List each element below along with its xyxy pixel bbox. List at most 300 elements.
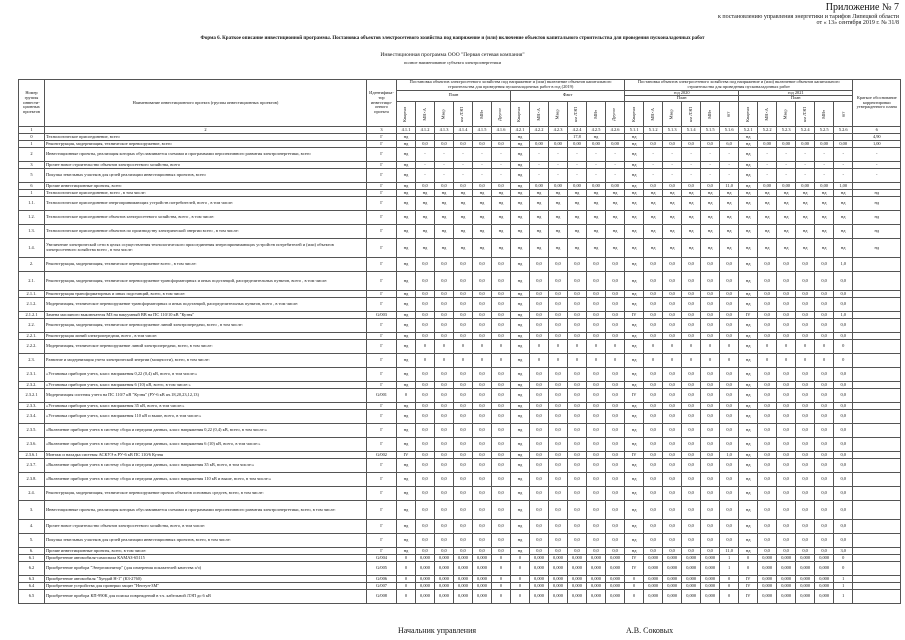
table-row — [19, 562, 901, 576]
row-value: 0,0 — [606, 473, 625, 487]
row-value: нд — [435, 197, 454, 211]
table-row — [19, 410, 901, 424]
row-value: нд — [397, 239, 416, 258]
row-value: 0,0 — [568, 501, 587, 520]
column-number: 4.1.2 — [416, 127, 435, 134]
row-value: 0,0 — [549, 312, 568, 319]
row-value: 0 — [416, 354, 435, 368]
row-value: 0,000 — [587, 590, 606, 604]
row-value: 0,0 — [663, 312, 682, 319]
row-value: 0,0 — [454, 501, 473, 520]
row-value: 0,0 — [549, 382, 568, 389]
row-value: нд — [530, 211, 549, 225]
row-value: 0,0 — [777, 291, 796, 298]
row-value: 0,0 — [492, 487, 511, 501]
row-value: нд — [739, 438, 758, 452]
row-value: 0,0 — [416, 183, 435, 190]
row-value: 0,0 — [435, 438, 454, 452]
row-value: нд — [587, 190, 606, 197]
row-value: нд — [720, 190, 739, 197]
row-value: 0,0 — [663, 452, 682, 459]
row-name: Реконструкция, модернизация, техническое перевооружение всего , в том числе: — [45, 258, 367, 272]
row-value: нд — [815, 211, 834, 225]
row-value: 0 — [397, 555, 416, 562]
row-value: нд — [511, 312, 530, 319]
row-value: 0,0 — [644, 382, 663, 389]
row-value: 0,0 — [587, 487, 606, 501]
row-value: 0,0 — [530, 389, 549, 403]
row-number: 1.4. — [19, 239, 45, 258]
row-value — [720, 134, 739, 141]
row-value: 0 — [511, 583, 530, 590]
table-row — [19, 333, 901, 340]
row-value: 0,0 — [701, 291, 720, 298]
row-value: 0,000 — [663, 576, 682, 583]
row-value: 0,00 — [834, 141, 853, 148]
row-number: 2.3.3. — [19, 403, 45, 410]
row-value: 0,0 — [492, 452, 511, 459]
row-value: нд — [663, 190, 682, 197]
row-number: 2.4. — [19, 487, 45, 501]
row-value: 0,0 — [549, 410, 568, 424]
column-number: 4.2.3 — [549, 127, 568, 134]
row-value: 0,00 — [587, 141, 606, 148]
row-value: 0,0 — [701, 368, 720, 382]
row-value: 1,00 — [853, 141, 901, 148]
row-value: 0,0 — [530, 403, 549, 410]
row-value: 0,0 — [777, 438, 796, 452]
row-value: - — [758, 148, 777, 162]
row-value: 0,0 — [454, 452, 473, 459]
sub-header-label: МВ×А — [535, 107, 541, 121]
row-value: 0 — [549, 340, 568, 354]
row-value: нд — [739, 340, 758, 354]
row-value — [853, 340, 901, 354]
row-value: 0,0 — [663, 520, 682, 534]
row-value: нд — [511, 239, 530, 258]
row-value: 0,000 — [549, 583, 568, 590]
row-value: нд — [416, 225, 435, 239]
table-row — [19, 169, 901, 183]
row-value: 0,0 — [663, 389, 682, 403]
row-value: 0,0 — [796, 534, 815, 548]
row-value: 0,0 — [549, 319, 568, 333]
row-value: 1,0 — [834, 312, 853, 319]
row-value: нд — [625, 258, 644, 272]
row-number: 1.2. — [19, 211, 45, 225]
row-value: 0,00 — [606, 183, 625, 190]
row-number: 2.3.1. — [19, 368, 45, 382]
row-value: нд — [853, 211, 901, 225]
row-value: 0,0 — [416, 389, 435, 403]
row-value: 0,0 — [435, 141, 454, 148]
row-value: 0,0 — [587, 438, 606, 452]
row-value: 0,0 — [416, 473, 435, 487]
row-value: нд — [511, 148, 530, 162]
row-value: - — [701, 162, 720, 169]
row-value: нд — [511, 134, 530, 141]
row-value: нд — [663, 225, 682, 239]
row-value: 0,0 — [568, 368, 587, 382]
row-value: нд — [397, 487, 416, 501]
row-id: Г — [367, 520, 397, 534]
column-number: 4.1.3 — [435, 127, 454, 134]
row-value: 0,0 — [416, 382, 435, 389]
table-row — [19, 272, 901, 291]
row-value: 0,0 — [663, 141, 682, 148]
column-number: 5.2.3 — [777, 127, 796, 134]
row-value: 0,0 — [568, 272, 587, 291]
appendix-line-2: к постановлению управления энергетики и тарифов Липецкой области — [718, 13, 899, 20]
row-value: 0,000 — [473, 590, 492, 604]
row-value: 0,0 — [758, 403, 777, 410]
row-value: 0,0 — [530, 452, 549, 459]
row-value: 0,0 — [454, 183, 473, 190]
row-value: 0,0 — [416, 410, 435, 424]
row-value: нд — [549, 197, 568, 211]
row-value: 0,0 — [416, 312, 435, 319]
row-value — [853, 333, 901, 340]
sub-header-label: шт — [725, 111, 731, 117]
table-row — [19, 382, 901, 389]
table-row — [19, 487, 901, 501]
row-value: 0,000 — [587, 583, 606, 590]
row-value: - — [454, 148, 473, 162]
row-value: 0,0 — [777, 501, 796, 520]
sub-header-plan2021-4 — [815, 102, 834, 127]
row-value: 0 — [492, 340, 511, 354]
row-value: 0,0 — [796, 333, 815, 340]
row-value: 0 — [454, 340, 473, 354]
program-subtitle: полное наименование субъекта электроэнергетики — [403, 60, 502, 65]
row-value: нд — [511, 403, 530, 410]
row-value: 0,0 — [587, 312, 606, 319]
row-value: 0,0 — [416, 459, 435, 473]
row-value: 0,0 — [796, 389, 815, 403]
row-value: нд — [511, 548, 530, 555]
row-value: 0,0 — [720, 258, 739, 272]
row-value: нд — [416, 197, 435, 211]
row-name: Монтаж и наладка системы АСКУЭ в РУ-6 кВ ПС 110/6 Кузня — [45, 452, 367, 459]
row-value: 0,00 — [796, 141, 815, 148]
sub-header-label: Мвар — [782, 108, 788, 120]
row-value — [853, 438, 901, 452]
row-value: 0 — [796, 340, 815, 354]
row-value: 0,0 — [473, 389, 492, 403]
row-value: нд — [758, 197, 777, 211]
row-value: IV — [739, 583, 758, 590]
row-value: 0,0 — [492, 520, 511, 534]
row-value: 0,0 — [796, 473, 815, 487]
row-value: - — [568, 148, 587, 162]
row-value: 0,000 — [568, 555, 587, 562]
row-value: 0,0 — [416, 272, 435, 291]
sub-header-plan-1 — [416, 102, 435, 127]
row-value: 0,000 — [549, 562, 568, 576]
row-value: 0,0 — [454, 424, 473, 438]
row-value: нд — [758, 239, 777, 258]
table-row — [19, 141, 901, 148]
row-value: 0,0 — [435, 459, 454, 473]
row-value: нд — [511, 501, 530, 520]
row-value: нд — [397, 473, 416, 487]
row-value: 1,0 — [720, 452, 739, 459]
row-name: Прочие инвестиционные проекты, всего — [45, 183, 367, 190]
row-value: 0,0 — [644, 459, 663, 473]
row-value: 0,0 — [777, 389, 796, 403]
row-value — [549, 134, 568, 141]
row-value: - — [701, 148, 720, 162]
row-value: 0,0 — [682, 452, 701, 459]
row-value: 0,0 — [720, 473, 739, 487]
row-value: 0 — [492, 562, 511, 576]
table-row — [19, 291, 901, 298]
row-value: IV — [739, 312, 758, 319]
row-value: 1,00 — [834, 183, 853, 190]
row-value — [834, 134, 853, 141]
row-value: нд — [834, 225, 853, 239]
row-value: 0,00 — [568, 141, 587, 148]
row-value: 0,0 — [796, 272, 815, 291]
column-number: 1 — [19, 127, 45, 134]
row-value: 0,000 — [663, 555, 682, 562]
row-value: 0,0 — [568, 312, 587, 319]
row-number: 0 — [19, 134, 45, 141]
row-value: 0,0 — [644, 389, 663, 403]
row-value: 0,0 — [587, 403, 606, 410]
row-number: 2.3.8. — [19, 473, 45, 487]
row-value: нд — [397, 134, 416, 141]
row-id: Г — [367, 197, 397, 211]
row-value: 0,0 — [758, 333, 777, 340]
row-name: Прочее новое строительство объектов электросетевого хозяйства, всего — [45, 162, 367, 169]
row-id: Г — [367, 438, 397, 452]
row-value: - — [606, 162, 625, 169]
row-value: 0 — [435, 340, 454, 354]
row-value: 0,0 — [777, 548, 796, 555]
row-value: нд — [625, 141, 644, 148]
row-value: 0,0 — [473, 520, 492, 534]
row-value: нд — [625, 183, 644, 190]
row-value: 0,0 — [492, 410, 511, 424]
table-row — [19, 389, 901, 403]
row-value: - — [530, 162, 549, 169]
column-number: 5.1.2 — [644, 127, 663, 134]
row-value: нд — [511, 438, 530, 452]
row-value: 0,0 — [682, 382, 701, 389]
table-row — [19, 452, 901, 459]
row-value — [682, 134, 701, 141]
table-row — [19, 438, 901, 452]
row-value: нд — [606, 190, 625, 197]
sub-header-plan2020-4 — [701, 102, 720, 127]
row-value: 0,0 — [758, 473, 777, 487]
row-value: 0,0 — [720, 459, 739, 473]
row-value: нд — [397, 520, 416, 534]
row-value: 0,0 — [549, 487, 568, 501]
row-value: нд — [815, 197, 834, 211]
row-value: нд — [511, 424, 530, 438]
sub-header-label: Квартал — [402, 106, 408, 122]
row-value: нд — [625, 340, 644, 354]
sub-header-label: Квартал — [516, 106, 522, 122]
row-value: 0,000 — [815, 562, 834, 576]
row-value: нд — [834, 190, 853, 197]
table-row — [19, 190, 901, 197]
row-value — [853, 576, 901, 583]
row-value: 0,0 — [815, 333, 834, 340]
row-value: 0 — [492, 354, 511, 368]
row-value: нд — [739, 368, 758, 382]
row-value — [853, 319, 901, 333]
row-value: - — [644, 169, 663, 183]
row-value: 0,0 — [530, 501, 549, 520]
row-value: 4,90 — [853, 134, 901, 141]
column-number: 4.2.4 — [568, 127, 587, 134]
row-value: 0,0 — [758, 438, 777, 452]
row-value: - — [606, 169, 625, 183]
row-value: 0,0 — [682, 183, 701, 190]
row-value: 0,0 — [473, 438, 492, 452]
row-name: Увеличение электрической сети в целях осуществления технологического присоединения энергопринимающих устройств потребителей и (или) объектов электросетевого хозяйства всего , в том числе: — [45, 239, 367, 258]
row-value: нд — [587, 239, 606, 258]
row-value: 0,0 — [587, 501, 606, 520]
row-value: 0,0 — [834, 298, 853, 312]
row-value: 0,0 — [796, 520, 815, 534]
row-value: 0,0 — [758, 410, 777, 424]
row-value: нд — [568, 211, 587, 225]
row-value: 0,0 — [416, 368, 435, 382]
row-value: 0,000 — [796, 590, 815, 604]
row-id: Г — [367, 333, 397, 340]
row-id: G/007 — [367, 583, 397, 590]
row-value: нд — [397, 190, 416, 197]
row-value: нд — [853, 225, 901, 239]
row-value: 0,0 — [587, 424, 606, 438]
row-value: 0,000 — [758, 555, 777, 562]
col-header-group-future: Постановка объектов электросетевого хозяйства под напряжение и (или) включение объектов капитального строительства для проведения пусконаладочных работ — [625, 80, 853, 91]
row-value: - — [454, 162, 473, 169]
row-value: 0,0 — [416, 534, 435, 548]
row-id: Г — [367, 382, 397, 389]
row-value: 0,000 — [796, 555, 815, 562]
row-value: нд — [625, 501, 644, 520]
row-value: 0,00 — [568, 183, 587, 190]
row-value: нд — [644, 239, 663, 258]
row-id: Г — [367, 258, 397, 272]
row-value: нд — [625, 333, 644, 340]
row-value: нд — [397, 141, 416, 148]
row-value: 0,000 — [587, 576, 606, 583]
row-value: 0,0 — [720, 501, 739, 520]
row-value: нд — [625, 272, 644, 291]
sub-header-label: МВ×А — [421, 107, 427, 121]
row-number: 3. — [19, 501, 45, 520]
row-value: 0,0 — [568, 403, 587, 410]
row-value: 0,0 — [473, 501, 492, 520]
row-value: 0,0 — [606, 452, 625, 459]
row-value: нд — [777, 225, 796, 239]
row-number: 2.3. — [19, 354, 45, 368]
row-value: - — [587, 169, 606, 183]
row-value: нд — [454, 239, 473, 258]
row-value — [853, 452, 901, 459]
row-value: 0,0 — [834, 291, 853, 298]
row-value: - — [853, 162, 901, 169]
sub-header-label: шт — [839, 111, 845, 117]
program-title: Инвестиционная программа ООО "Первая сетевая компания" — [380, 52, 525, 58]
row-value: 0,0 — [758, 424, 777, 438]
row-value: нд — [435, 211, 454, 225]
row-value: 0,0 — [834, 487, 853, 501]
row-number: 3 — [19, 162, 45, 169]
table-row — [19, 590, 901, 604]
row-value: нд — [777, 211, 796, 225]
row-value: нд — [739, 319, 758, 333]
row-value: 0,000 — [701, 583, 720, 590]
row-value: нд — [625, 291, 644, 298]
row-name: Реконструкция трансформаторных и иных подстанций, всего, в том числе: — [45, 291, 367, 298]
row-number: 1 — [19, 190, 45, 197]
col-header-year-2020: год 2020 — [625, 90, 739, 96]
row-value: нд — [815, 239, 834, 258]
sub-header-fact-0 — [511, 102, 530, 127]
row-value: 0,0 — [777, 333, 796, 340]
row-value: 0,000 — [682, 583, 701, 590]
row-value: нд — [492, 225, 511, 239]
row-value: 0,000 — [701, 555, 720, 562]
row-value: 0,0 — [530, 487, 549, 501]
row-value: 0,0 — [606, 534, 625, 548]
row-value: 0,0 — [777, 473, 796, 487]
column-number: 4.2.5 — [587, 127, 606, 134]
row-value: 0,0 — [435, 298, 454, 312]
row-value: 0,0 — [473, 141, 492, 148]
row-value: нд — [739, 473, 758, 487]
row-value: 0,0 — [777, 312, 796, 319]
row-value: 0 — [720, 576, 739, 583]
row-value: 0,0 — [682, 520, 701, 534]
row-name: «Включение приборов учета в систему сбора и передачи данных, класс напряжения 6 (10) кВ, всего, в том числе:» — [45, 438, 367, 452]
row-value: 0,0 — [815, 473, 834, 487]
row-value: 0,0 — [834, 272, 853, 291]
row-value: нд — [511, 319, 530, 333]
row-value: 0,000 — [758, 583, 777, 590]
row-value: 0,0 — [492, 389, 511, 403]
row-value: 0,000 — [435, 562, 454, 576]
row-value: нд — [511, 291, 530, 298]
row-value: 0,0 — [530, 473, 549, 487]
row-value: нд — [511, 258, 530, 272]
sub-header-plan2021-0 — [739, 102, 758, 127]
row-value: 0,0 — [587, 298, 606, 312]
row-value: 0,0 — [682, 501, 701, 520]
row-value: 0,0 — [701, 424, 720, 438]
row-value: 0,0 — [758, 291, 777, 298]
row-value: - — [853, 169, 901, 183]
row-name: Реконструкция, модернизация, техническое перевооружение прочих объектов основных средств, всего, в том числе: — [45, 487, 367, 501]
row-value: нд — [473, 190, 492, 197]
row-value — [853, 298, 901, 312]
row-value: нд — [397, 368, 416, 382]
row-value: 0,0 — [644, 183, 663, 190]
row-value: 0,0 — [454, 368, 473, 382]
row-value: 0,0 — [549, 459, 568, 473]
row-value: 0,0 — [720, 438, 739, 452]
row-value: 0,000 — [416, 583, 435, 590]
row-value: 0,0 — [720, 319, 739, 333]
row-value: 0,0 — [758, 520, 777, 534]
